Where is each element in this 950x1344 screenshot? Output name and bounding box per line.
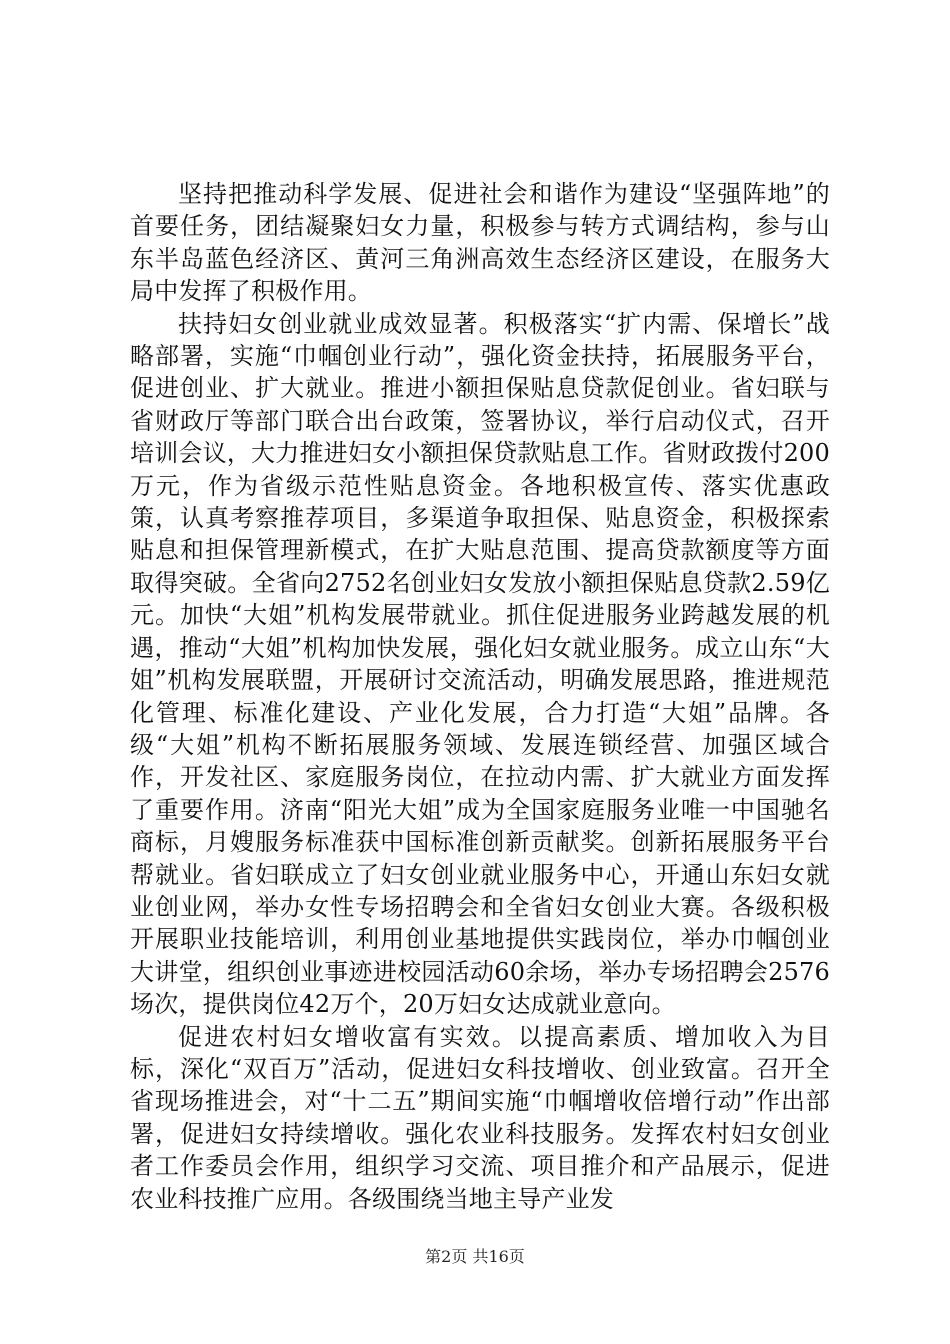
paragraph-1: 坚持把推动科学发展、促进社会和谐作为建设“坚强阵地”的首要任务，团结凝聚妇女力量，积极参与转方式调结构，参与山东半岛蓝色经济区、黄河三角洲高效生态经济区建设，在服务大局中发挥了积极作用。 <box>130 180 830 306</box>
page-number-footer: 第2页 共16页 <box>425 1247 525 1266</box>
paragraph-2: 扶持妇女创业就业成效显著。积极落实“扩内需、保增长”战略部署，实施“巾帼创业行动”，强化资金扶持，拓展服务平台，促进创业、扩大就业。推进小额担保贴息贷款促创业。省妇联与省财政厅等部门联合出台政策，签署协议，举行启动仪式，召开培训会议，大力推进妇女小额担保贷款贴息工作。省财政拨付200万元，作为省级示范性贴息资金。各地积极宣传、落实优惠政策，认真考察推荐项目，多渠道争取担保、贴息资金，积极探索贴息和担保管理新模式，在扩大贴息范围、提高贷款额度等方面取得突破。全省向2752名创业妇女发放小额担保贴息贷款2.59亿元。加快“大姐”机构发展带就业。抓住促进服务业跨越发展的机遇，推动“大姐”机构加快发展，强化妇女就业服务。成立山东“大姐”机构发展联盟，开展研讨交流活动，明确发展思路，推进规范化管理、标准化建设、产业化发展，合力打造“大姐”品牌。各级“大姐”机构不断拓展服务领域、发展连锁经营、加强区域合作，开发社区、家庭服务岗位，在拉动内需、扩大就业方面发挥了重要作用。济南“阳光大姐”成为全国家庭服务业唯一中国驰名商标，月嫂服务标准获中国标准创新贡献奖。创新拓展服务平台帮就业。省妇联成立了妇女创业就业服务中心，开通山东妇女就业创业网，举办女性专场招聘会和全省妇女创业大赛。各级积极开展职业技能培训，利用创业基地提供实践岗位，举办巾帼创业大讲堂，组织创业事迹进校园活动60余场，举办专场招聘会2576场次，提供岗位42万个，20万妇女达成就业意向。 <box>130 309 830 1019</box>
paragraph-3: 促进农村妇女增收富有实效。以提高素质、增加收入为目标，深化“双百万”活动，促进妇女科技增收、创业致富。召开全省现场推进会，对“十二五”期间实施“巾帼增收倍增行动”作出部署，促进妇女持续增收。强化农业科技服务。发挥农村妇女创业者工作委员会作用，组织学习交流、项目推介和产品展示，促进农业科技推广应用。各级围绕当地主导产业发 <box>130 1022 830 1213</box>
document-body <box>130 178 830 1215</box>
